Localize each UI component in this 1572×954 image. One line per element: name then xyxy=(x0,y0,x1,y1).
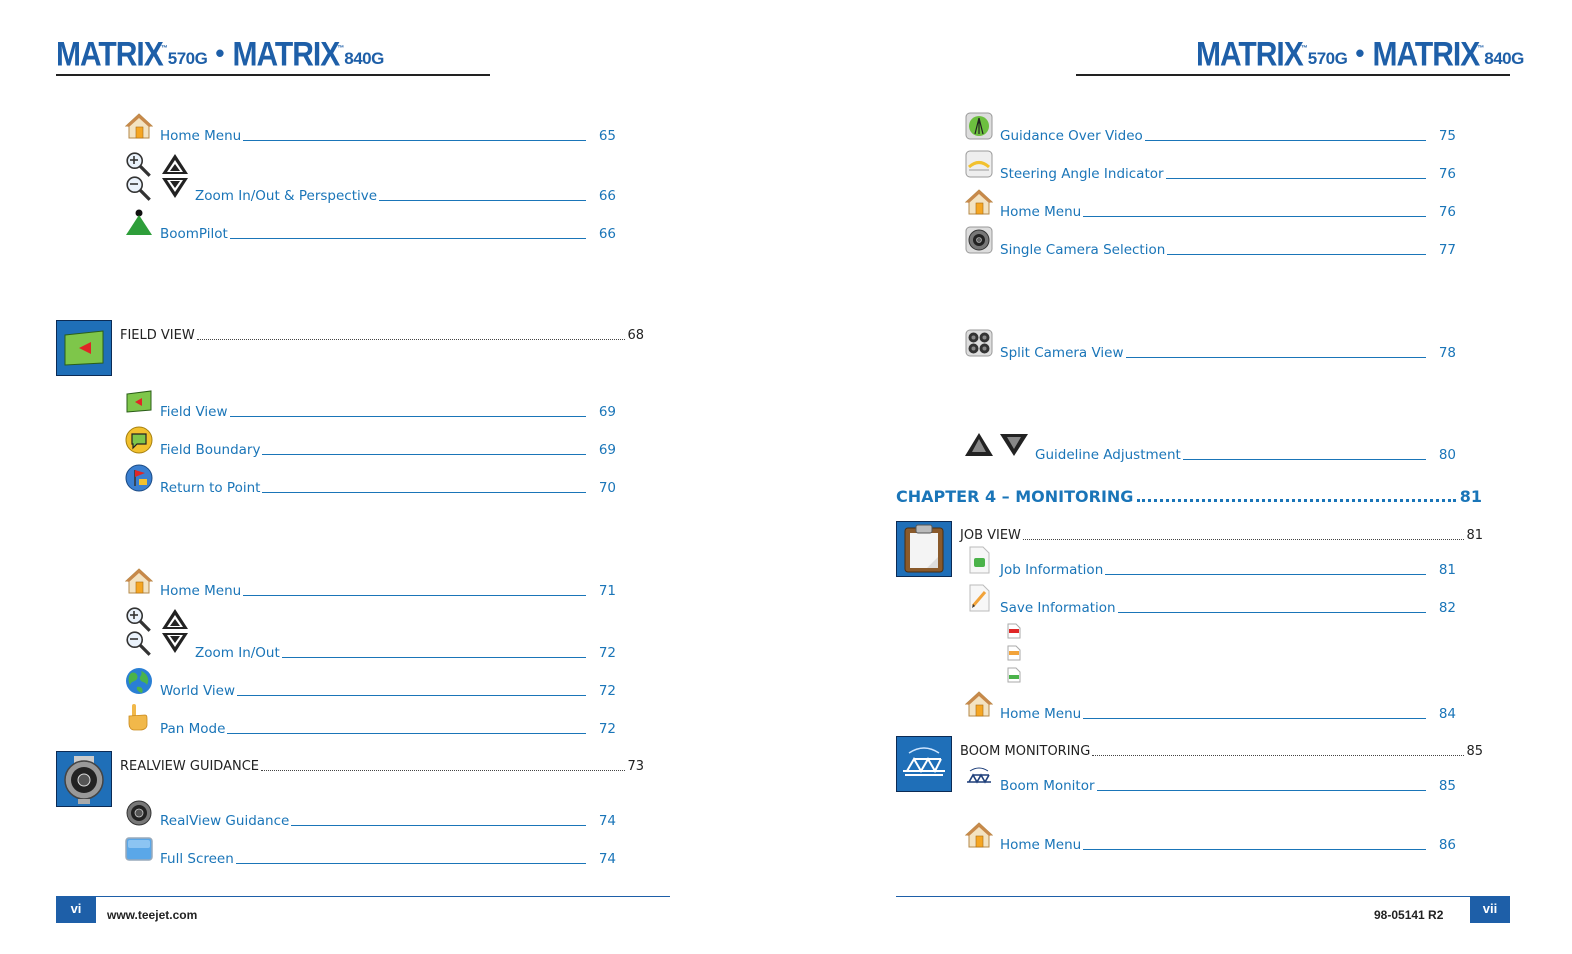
toc-entry-label: BoomPilot xyxy=(160,226,228,242)
toc-entry-page: 81 xyxy=(1438,562,1456,578)
steering-angle-icon xyxy=(965,150,993,178)
camera-icon xyxy=(965,226,993,254)
toc-entry-page: 69 xyxy=(598,442,616,458)
home-icon xyxy=(965,821,993,849)
toc-entry-label: RealView Guidance xyxy=(160,813,290,829)
toc-entry-page: 72 xyxy=(598,683,616,699)
boompilot-icon xyxy=(125,208,153,236)
toc-section-label: REALVIEW GUIDANCE xyxy=(120,759,259,774)
toc-section-page: 68 xyxy=(627,328,644,343)
toc-entry-label: Full Screen xyxy=(160,851,234,867)
toc-entry-split-camera-view[interactable] xyxy=(1000,341,1456,361)
zoom-icon xyxy=(124,605,192,657)
toc-section-job-view[interactable] xyxy=(960,525,1483,543)
toc-entry-page: 66 xyxy=(598,226,616,242)
toc-entry-zoom-in-out[interactable] xyxy=(195,641,616,661)
toc-entry-label: Pan Mode xyxy=(160,721,226,737)
toc-entry-full-screen[interactable] xyxy=(160,847,616,867)
guidance-video-icon xyxy=(965,112,993,140)
job-view-section-icon xyxy=(896,521,952,577)
toc-entry-label: Zoom In/Out xyxy=(195,645,280,661)
toc-entry-single-camera-selection[interactable] xyxy=(1000,238,1456,258)
home-icon xyxy=(965,188,993,216)
toc-chapter-monitoring[interactable] xyxy=(896,484,1482,506)
website-link[interactable]: www.teejet.com xyxy=(107,908,198,922)
toc-entry-label: Split Camera View xyxy=(1000,345,1124,361)
toc-chapter-label: CHAPTER 4 – MONITORING xyxy=(896,487,1134,506)
toc-entry-home-menu[interactable] xyxy=(160,124,616,144)
toc-section-page: 81 xyxy=(1466,528,1483,543)
hand-icon xyxy=(125,703,153,731)
toc-entry-page: 74 xyxy=(598,813,616,829)
toc-entry-label: Home Menu xyxy=(1000,204,1082,220)
camera-icon xyxy=(125,799,153,827)
field-boundary-icon xyxy=(125,426,153,454)
toc-entry-page: 86 xyxy=(1438,837,1456,853)
page-number-left: vi xyxy=(56,897,96,923)
split-camera-icon xyxy=(965,329,993,357)
toc-entry-page: 76 xyxy=(1438,166,1456,182)
home-icon xyxy=(965,690,993,718)
toc-section-page: 85 xyxy=(1466,744,1483,759)
toc-section-label: JOB VIEW xyxy=(960,528,1021,543)
boom-monitoring-section-icon xyxy=(896,736,952,792)
toc-entry-page: 77 xyxy=(1438,242,1456,258)
toc-entry-label: Field Boundary xyxy=(160,442,261,458)
toc-entry-job-information[interactable] xyxy=(1000,558,1456,578)
toc-entry-page: 66 xyxy=(598,188,616,204)
toc-entry-label: Home Menu xyxy=(1000,837,1082,853)
toc-entry-home-menu[interactable] xyxy=(1000,833,1456,853)
footer-rule-left xyxy=(56,896,670,897)
toc-entry-guideline-adjustment[interactable] xyxy=(1035,443,1456,463)
toc-section-field-view[interactable] xyxy=(120,325,644,343)
toc-entry-page: 71 xyxy=(598,583,616,599)
page-number-right: vii xyxy=(1470,897,1510,923)
toc-entry-label: Home Menu xyxy=(160,583,242,599)
toc-entry-label: Field View xyxy=(160,404,228,420)
pdf-file-icon xyxy=(1007,623,1021,639)
toc-entry-page: 78 xyxy=(1438,345,1456,361)
toc-entry-label: Home Menu xyxy=(160,128,242,144)
toc-entry-realview-guidance[interactable] xyxy=(160,809,616,829)
realview-guidance-section-icon xyxy=(56,751,112,807)
image-file-icon xyxy=(1007,667,1021,683)
home-icon xyxy=(125,567,153,595)
globe-icon xyxy=(125,667,153,695)
toc-entry-save-information[interactable] xyxy=(1000,596,1456,616)
brand-logo-right: MATRIX ™ 570G • MATRIX ™ 840G xyxy=(1196,35,1524,74)
toc-entry-field-view[interactable] xyxy=(160,400,616,420)
save-info-icon xyxy=(965,584,993,612)
toc-entry-page: 82 xyxy=(1438,600,1456,616)
toc-entry-label: Single Camera Selection xyxy=(1000,242,1166,258)
toc-entry-page: 80 xyxy=(1438,447,1456,463)
toc-section-label: FIELD VIEW xyxy=(120,328,195,343)
toc-entry-label: Steering Angle Indicator xyxy=(1000,166,1164,182)
toc-entry-return-to-point[interactable] xyxy=(160,476,616,496)
toc-section-page: 73 xyxy=(627,759,644,774)
toc-entry-label: Home Menu xyxy=(1000,706,1082,722)
field-view-section-icon xyxy=(56,320,112,376)
toc-entry-page: 74 xyxy=(598,851,616,867)
document-number: 98-05141 R2 xyxy=(1374,908,1444,922)
toc-entry-page: 76 xyxy=(1438,204,1456,220)
toc-entry-page: 75 xyxy=(1438,128,1456,144)
toc-entry-page: 72 xyxy=(598,721,616,737)
toc-section-boom-monitoring[interactable] xyxy=(960,741,1483,759)
job-info-icon xyxy=(965,546,993,574)
toc-entry-page: 65 xyxy=(598,128,616,144)
toc-entry-page: 72 xyxy=(598,645,616,661)
toc-entry-label: Zoom In/Out & Perspective xyxy=(195,188,378,204)
toc-chapter-page: 81 xyxy=(1459,487,1482,506)
toc-entry-steering-angle-indicator[interactable] xyxy=(1000,162,1456,182)
zoom-perspective-icon xyxy=(124,150,192,202)
header-rule-right xyxy=(1076,74,1510,76)
toc-entry-home-menu[interactable] xyxy=(1000,200,1456,220)
toc-entry-label: Guidance Over Video xyxy=(1000,128,1143,144)
toc-entry-page: 70 xyxy=(598,480,616,496)
toc-entry-label: Boom Monitor xyxy=(1000,778,1095,794)
guideline-arrows-icon xyxy=(964,432,1030,458)
toc-entry-boom-monitor[interactable] xyxy=(1000,774,1456,794)
boom-monitor-icon xyxy=(965,762,993,790)
toc-section-label: BOOM MONITORING xyxy=(960,744,1091,759)
toc-entry-label: World View xyxy=(160,683,236,699)
full-screen-icon xyxy=(125,836,153,864)
toc-entry-label: Save Information xyxy=(1000,600,1116,616)
toc-entry-world-view[interactable] xyxy=(160,679,616,699)
toc-entry-pan-mode[interactable] xyxy=(160,717,616,737)
toc-section-realview-guidance[interactable] xyxy=(120,756,644,774)
toc-entry-guidance-over-video[interactable] xyxy=(1000,124,1456,144)
toc-entry-label: Guideline Adjustment xyxy=(1035,447,1181,463)
toc-entry-field-boundary[interactable] xyxy=(160,438,616,458)
toc-entry-page: 84 xyxy=(1438,706,1456,722)
toc-entry-page: 85 xyxy=(1438,778,1456,794)
text-file-icon xyxy=(1007,645,1021,661)
toc-entry-boompilot[interactable] xyxy=(160,222,616,242)
footer-rule-right xyxy=(896,896,1510,897)
toc-entry-page: 69 xyxy=(598,404,616,420)
toc-entry-label: Job Information xyxy=(1000,562,1104,578)
toc-entry-label: Return to Point xyxy=(160,480,261,496)
home-icon xyxy=(125,112,153,140)
header-rule-left xyxy=(56,74,490,76)
toc-entry-zoom-perspective[interactable] xyxy=(195,184,616,204)
return-to-point-icon xyxy=(125,464,153,492)
brand-logo-left: MATRIX ™ 570G • MATRIX ™ 840G xyxy=(56,35,384,74)
field-view-icon xyxy=(125,388,153,416)
toc-entry-home-menu[interactable] xyxy=(1000,702,1456,722)
toc-entry-home-menu[interactable] xyxy=(160,579,616,599)
